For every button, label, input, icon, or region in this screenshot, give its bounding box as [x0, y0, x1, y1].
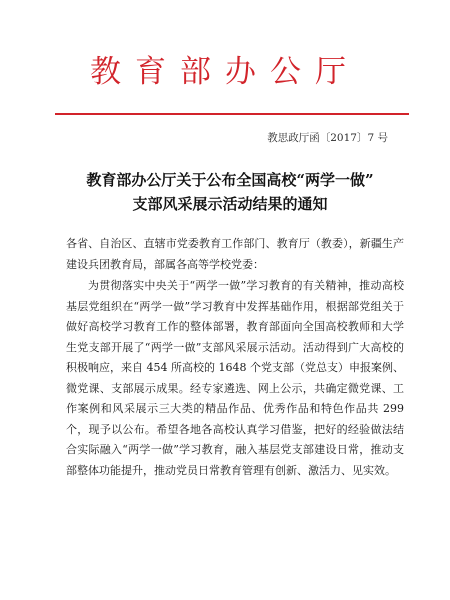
- document-title: [40, 168, 420, 216]
- addressee-paragraph: 各省、自治区、直辖市党委教育工作部门、教育厅（教委），新疆生产建设兵团教育局，部属各高等学校党委：: [66, 237, 404, 271]
- document-title-line-1: 教育部办公厅关于公布全国高校“两学一做”: [86, 171, 374, 189]
- document-number: 教思政厅函〔2017〕7 号: [267, 132, 388, 144]
- document-body: [66, 234, 404, 481]
- letterhead-red-rule: [55, 113, 409, 115]
- document-title-line-2: 支部风采展示活动结果的通知: [132, 195, 328, 213]
- letterhead-title: 教育部办公厅: [90, 54, 360, 90]
- body-paragraph: 为贯彻落实中央关于“两学一做”学习教育的有关精神，推动高校基层党组织在“两学一做”学习教育中发挥基础作用，根据部党组关于做好高校学习教育工作的整体部署，教育部面向全国高校教师和大学生党支部开展了“两学一做”支部风采展示活动。活动得到广大高校的积极响应，来自 454 所高校的 1648 个党支部（党总支）申报案例、微党课、支部展示成果。经专家遴选、网上公示，共确定微党课、工作案例和风采展示三大类的精品作品、优秀作品和特色作品共 299 个，现予以公布。希望各地各高校认真学习借鉴，把好的经验做法结合实际融入“两学一做”学习教育，融入基层党支部建设日常，推动支部整体功能提升，推动党员日常教育管理有创新、激活力、见实效。: [66, 279, 404, 477]
